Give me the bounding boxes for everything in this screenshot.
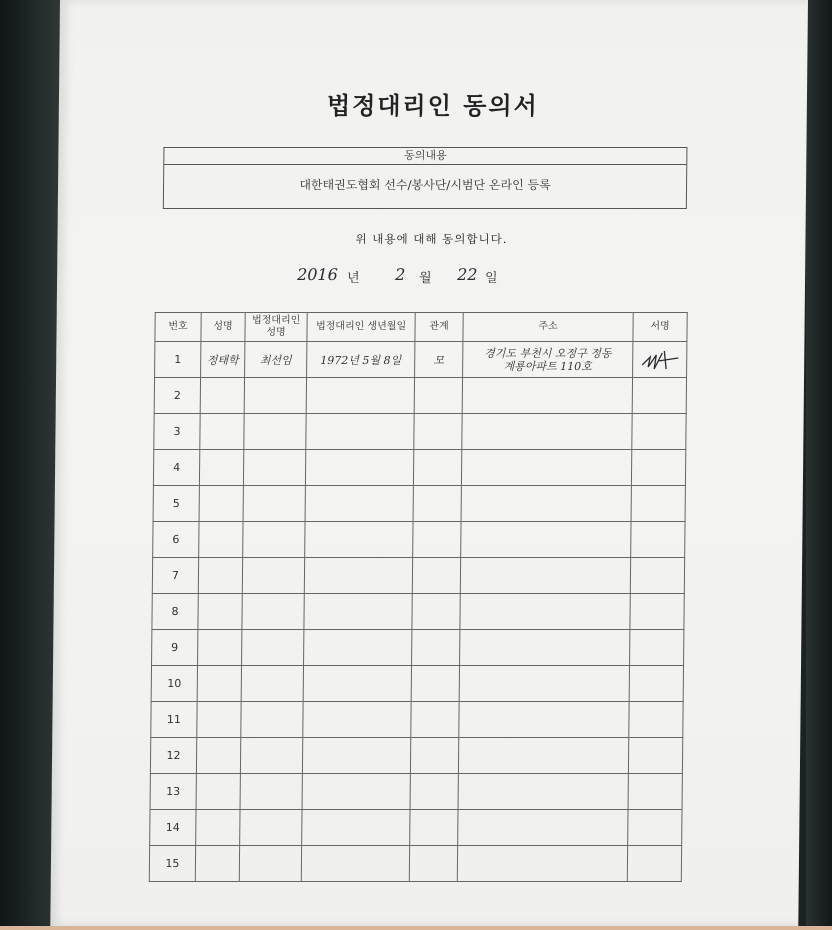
address-cell (457, 846, 627, 882)
relation-cell (409, 846, 457, 882)
address-cell (463, 342, 633, 378)
guardian-name-cell (240, 810, 302, 846)
header-name: 성명 (201, 313, 245, 342)
consent-content-box (163, 147, 688, 209)
student-name-cell (196, 810, 240, 846)
guardian-birth-cell: 1972년 5월 8일 (307, 342, 415, 378)
row-number: 14 (150, 810, 196, 846)
consent-box-header: 동의내용 (164, 148, 686, 165)
student-name-cell (199, 486, 243, 522)
signature-cell (628, 810, 682, 846)
relation-cell (412, 594, 460, 630)
table-row (153, 522, 685, 558)
row-number: 3 (154, 414, 200, 450)
table-row (153, 486, 685, 522)
guardian-birth-cell (304, 630, 412, 666)
address-cell (460, 630, 630, 666)
signature-cell (631, 450, 685, 486)
guardian-name-cell (241, 702, 303, 738)
signature-cell (629, 702, 683, 738)
guardian-birth-cell (306, 414, 414, 450)
row-number: 8 (152, 594, 198, 630)
student-name-cell (195, 846, 239, 882)
guardian-birth-cell (303, 702, 411, 738)
address-cell (458, 810, 628, 846)
guardian-name-cell (243, 450, 305, 486)
table-row (153, 450, 685, 486)
row-number: 1 (155, 342, 201, 378)
guardian-name-cell (242, 630, 304, 666)
student-name-cell (197, 666, 241, 702)
table-row (152, 630, 684, 666)
address-cell (461, 486, 631, 522)
signature-mark (640, 347, 680, 373)
address-cell (458, 738, 628, 774)
header-guardian-name: 법정대리인 성명 (245, 313, 307, 342)
student-name-cell (198, 594, 242, 630)
table-row (155, 342, 687, 378)
signature-cell (632, 378, 686, 414)
address-cell (459, 702, 629, 738)
guardian-table (149, 312, 688, 882)
relation-cell (411, 702, 459, 738)
relation-cell (414, 414, 462, 450)
row-number: 2 (154, 378, 200, 414)
guardian-name-cell (239, 846, 301, 882)
relation-cell (410, 810, 458, 846)
guardian-name-cell (240, 738, 302, 774)
header-number: 번호 (155, 313, 201, 342)
guardian-birth-cell (304, 558, 412, 594)
relation-cell: 모 (415, 342, 463, 378)
table-row (151, 702, 683, 738)
guardian-birth-cell (306, 378, 414, 414)
row-number: 11 (151, 702, 197, 738)
guardian-birth-cell (303, 666, 411, 702)
row-number: 9 (152, 630, 198, 666)
student-name-cell (200, 414, 244, 450)
signature-cell (628, 774, 682, 810)
address-cell (460, 558, 630, 594)
student-name-cell (196, 774, 240, 810)
relation-cell (413, 522, 461, 558)
signature-cell (630, 558, 684, 594)
relation-cell (412, 630, 460, 666)
relation-cell (414, 378, 462, 414)
date-month-unit: 월 (419, 271, 432, 286)
guardian-name-cell (241, 666, 303, 702)
row-number: 13 (150, 774, 196, 810)
consent-box-content: 대한태권도협회 선수/봉사단/시범단 온라인 등록 (299, 178, 551, 192)
guardian-name-cell (240, 774, 302, 810)
background-bottom-edge (0, 926, 832, 930)
guardian-name-cell (244, 414, 306, 450)
row-number: 10 (151, 666, 197, 702)
guardian-birth-cell (305, 450, 413, 486)
address-cell (460, 594, 630, 630)
table-row (149, 846, 681, 882)
student-name-cell (199, 522, 243, 558)
signature-cell (631, 522, 685, 558)
guardian-birth-cell (305, 522, 413, 558)
row-number: 5 (153, 486, 199, 522)
guardian-birth-cell (304, 594, 412, 630)
relation-cell (411, 666, 459, 702)
guardian-birth-cell (301, 846, 409, 882)
student-name-cell (200, 378, 244, 414)
address-line-2: 계룡아파트 110호 (503, 359, 592, 373)
row-number: 7 (152, 558, 198, 594)
header-guardian-birth: 법정대리인 생년월일 (307, 313, 415, 342)
address-cell (461, 450, 631, 486)
student-name-cell: 정태학 (201, 342, 245, 378)
address-cell (462, 414, 632, 450)
signature-cell (627, 846, 681, 882)
address-cell (458, 774, 628, 810)
address-line-1: 경기도 부천시 오정구 정동 (484, 346, 612, 360)
student-name-cell (198, 630, 242, 666)
guardian-birth-cell (305, 486, 413, 522)
document-title: 법정대리인 동의서 (326, 92, 539, 120)
row-number: 4 (153, 450, 199, 486)
relation-cell (413, 450, 461, 486)
student-name-cell (198, 558, 242, 594)
guardian-name-cell (243, 486, 305, 522)
address-cell (461, 522, 631, 558)
guardian-birth-cell (302, 774, 410, 810)
table-row (152, 558, 684, 594)
date-month: 2 (395, 265, 406, 284)
table-header-row (155, 313, 687, 342)
signature-cell (630, 594, 684, 630)
signature-cell (628, 738, 682, 774)
table-row (152, 594, 684, 630)
student-name-cell (196, 738, 240, 774)
signature-cell (632, 414, 686, 450)
relation-cell (412, 558, 460, 594)
student-name-cell (197, 702, 241, 738)
table-row (151, 666, 683, 702)
signature-date (297, 263, 577, 287)
signature-cell (630, 630, 684, 666)
date-year: 2016 (297, 265, 338, 284)
table-row (150, 738, 682, 774)
signature-cell (631, 486, 685, 522)
table-row (154, 414, 686, 450)
table-row (150, 810, 682, 846)
guardian-name-cell (244, 378, 306, 414)
guardian-name-cell: 최선임 (245, 342, 307, 378)
relation-cell (413, 486, 461, 522)
header-relation: 관계 (415, 313, 463, 342)
relation-cell (410, 774, 458, 810)
header-signature: 서명 (633, 313, 687, 342)
date-year-unit: 년 (347, 271, 360, 286)
row-number: 15 (149, 846, 195, 882)
date-day-unit: 일 (485, 271, 498, 286)
guardian-birth-cell (302, 738, 410, 774)
table-row (154, 378, 686, 414)
address-cell (459, 666, 629, 702)
row-number: 6 (153, 522, 199, 558)
guardian-name-cell (242, 594, 304, 630)
signature-cell (633, 342, 687, 378)
student-name-cell (199, 450, 243, 486)
signature-cell (629, 666, 683, 702)
guardian-name-cell (242, 558, 304, 594)
address-cell (462, 378, 632, 414)
guardian-name-cell (243, 522, 305, 558)
row-number: 12 (150, 738, 196, 774)
date-day: 22 (457, 265, 478, 284)
agree-statement: 위 내용에 대해 동의합니다. (355, 232, 508, 246)
header-address: 주소 (463, 313, 633, 342)
table-row (150, 774, 682, 810)
guardian-birth-cell (302, 810, 410, 846)
relation-cell (410, 738, 458, 774)
document-paper (50, 0, 808, 926)
background-right-edge (806, 0, 832, 930)
